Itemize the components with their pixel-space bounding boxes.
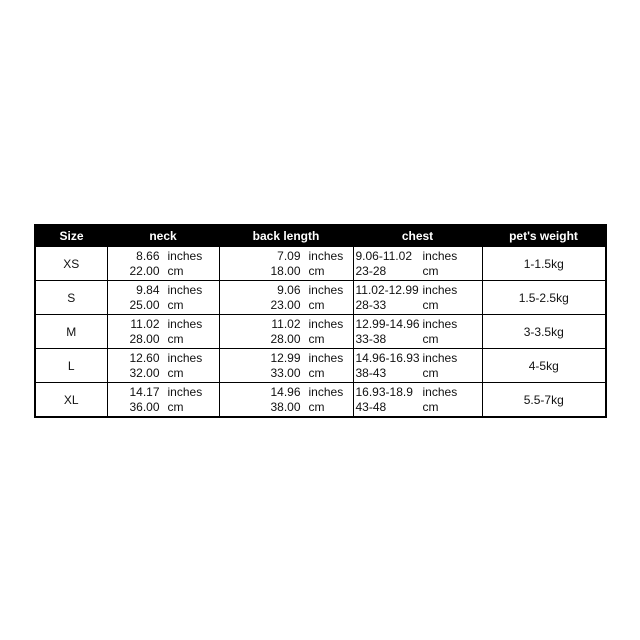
unit-label: cm — [308, 264, 325, 279]
unit-label: cm — [308, 298, 325, 313]
chest-cell — [353, 247, 482, 281]
unit-label: cm — [422, 332, 439, 347]
back-inches-value: 9.06 — [277, 282, 301, 297]
unit-label: inches — [422, 316, 458, 331]
table-row — [35, 281, 606, 315]
neck-inches-value: 8.66 — [136, 248, 160, 263]
header-back-length: back length — [219, 225, 353, 247]
chest-inches-value: 12.99-14.96 — [355, 316, 420, 331]
unit-label: cm — [308, 366, 325, 381]
chest-cm-value: 38-43 — [355, 366, 387, 381]
neck-cm-value: 36.00 — [129, 400, 160, 415]
neck-cell — [107, 247, 219, 281]
back-cm-value: 38.00 — [270, 400, 301, 415]
table-row — [35, 349, 606, 383]
unit-label: inches — [422, 248, 458, 263]
unit-label: cm — [167, 366, 184, 381]
chest-cm-value: 23-28 — [355, 264, 387, 279]
back-inches-value: 14.96 — [270, 384, 301, 399]
chest-cm-value: 33-38 — [355, 332, 387, 347]
header-row — [35, 225, 606, 247]
size-cell: XL — [35, 383, 107, 418]
unit-label: inches — [167, 384, 203, 399]
unit-label: inches — [308, 316, 344, 331]
header-chest: chest — [353, 225, 482, 247]
back-length-cell — [219, 383, 353, 418]
unit-label: cm — [422, 400, 439, 415]
back-inches-value: 11.02 — [271, 316, 301, 331]
unit-label: cm — [167, 400, 184, 415]
size-cell: S — [35, 281, 107, 315]
back-cm-value: 23.00 — [270, 298, 301, 313]
back-length-cell — [219, 349, 353, 383]
back-length-cell — [219, 247, 353, 281]
unit-label: inches — [167, 350, 203, 365]
chest-cell — [353, 383, 482, 418]
neck-cell — [107, 383, 219, 418]
neck-cell — [107, 349, 219, 383]
weight-cell: 4-5kg — [482, 349, 606, 383]
unit-label: cm — [422, 264, 439, 279]
size-cell: XS — [35, 247, 107, 281]
unit-label: inches — [308, 282, 344, 297]
unit-label: cm — [167, 264, 184, 279]
neck-inches-value: 11.02 — [130, 316, 160, 331]
neck-cell — [107, 281, 219, 315]
back-inches-value: 12.99 — [270, 350, 301, 365]
neck-inches-value: 12.60 — [129, 350, 160, 365]
chest-inches-value: 9.06-11.02 — [355, 248, 412, 263]
table-row — [35, 383, 606, 418]
weight-cell: 1.5-2.5kg — [482, 281, 606, 315]
unit-label: cm — [422, 366, 439, 381]
unit-label: inches — [422, 282, 458, 297]
weight-cell: 1-1.5kg — [482, 247, 606, 281]
chest-cm-value: 43-48 — [355, 400, 387, 415]
unit-label: inches — [422, 384, 458, 399]
neck-cm-value: 22.00 — [129, 264, 160, 279]
unit-label: inches — [308, 384, 344, 399]
back-length-cell — [219, 315, 353, 349]
unit-label: inches — [167, 282, 203, 297]
neck-cm-value: 28.00 — [129, 332, 160, 347]
chest-cell — [353, 281, 482, 315]
header-pets-weight: pet's weight — [482, 225, 606, 247]
header-neck: neck — [107, 225, 219, 247]
table-row — [35, 315, 606, 349]
back-cm-value: 33.00 — [270, 366, 301, 381]
weight-cell: 3-3.5kg — [482, 315, 606, 349]
neck-cell — [107, 315, 219, 349]
back-cm-value: 18.00 — [270, 264, 301, 279]
unit-label: inches — [167, 248, 203, 263]
size-cell: L — [35, 349, 107, 383]
table-row — [35, 247, 606, 281]
unit-label: cm — [308, 332, 325, 347]
chest-inches-value: 11.02-12.99 — [355, 282, 419, 297]
unit-label: inches — [308, 248, 344, 263]
back-cm-value: 28.00 — [270, 332, 301, 347]
size-chart-table — [34, 224, 607, 418]
header-size: Size — [35, 225, 107, 247]
unit-label: inches — [308, 350, 344, 365]
neck-inches-value: 14.17 — [129, 384, 160, 399]
chest-inches-value: 14.96-16.93 — [355, 350, 420, 365]
chest-cell — [353, 315, 482, 349]
weight-cell: 5.5-7kg — [482, 383, 606, 418]
neck-inches-value: 9.84 — [136, 282, 160, 297]
unit-label: cm — [308, 400, 325, 415]
neck-cm-value: 32.00 — [129, 366, 160, 381]
neck-cm-value: 25.00 — [129, 298, 160, 313]
back-length-cell — [219, 281, 353, 315]
unit-label: inches — [167, 316, 203, 331]
unit-label: inches — [422, 350, 458, 365]
chest-inches-value: 16.93-18.9 — [355, 384, 413, 399]
unit-label: cm — [167, 298, 184, 313]
unit-label: cm — [167, 332, 184, 347]
unit-label: cm — [422, 298, 439, 313]
back-inches-value: 7.09 — [277, 248, 301, 263]
size-cell: M — [35, 315, 107, 349]
chest-cm-value: 28-33 — [355, 298, 387, 313]
chest-cell — [353, 349, 482, 383]
